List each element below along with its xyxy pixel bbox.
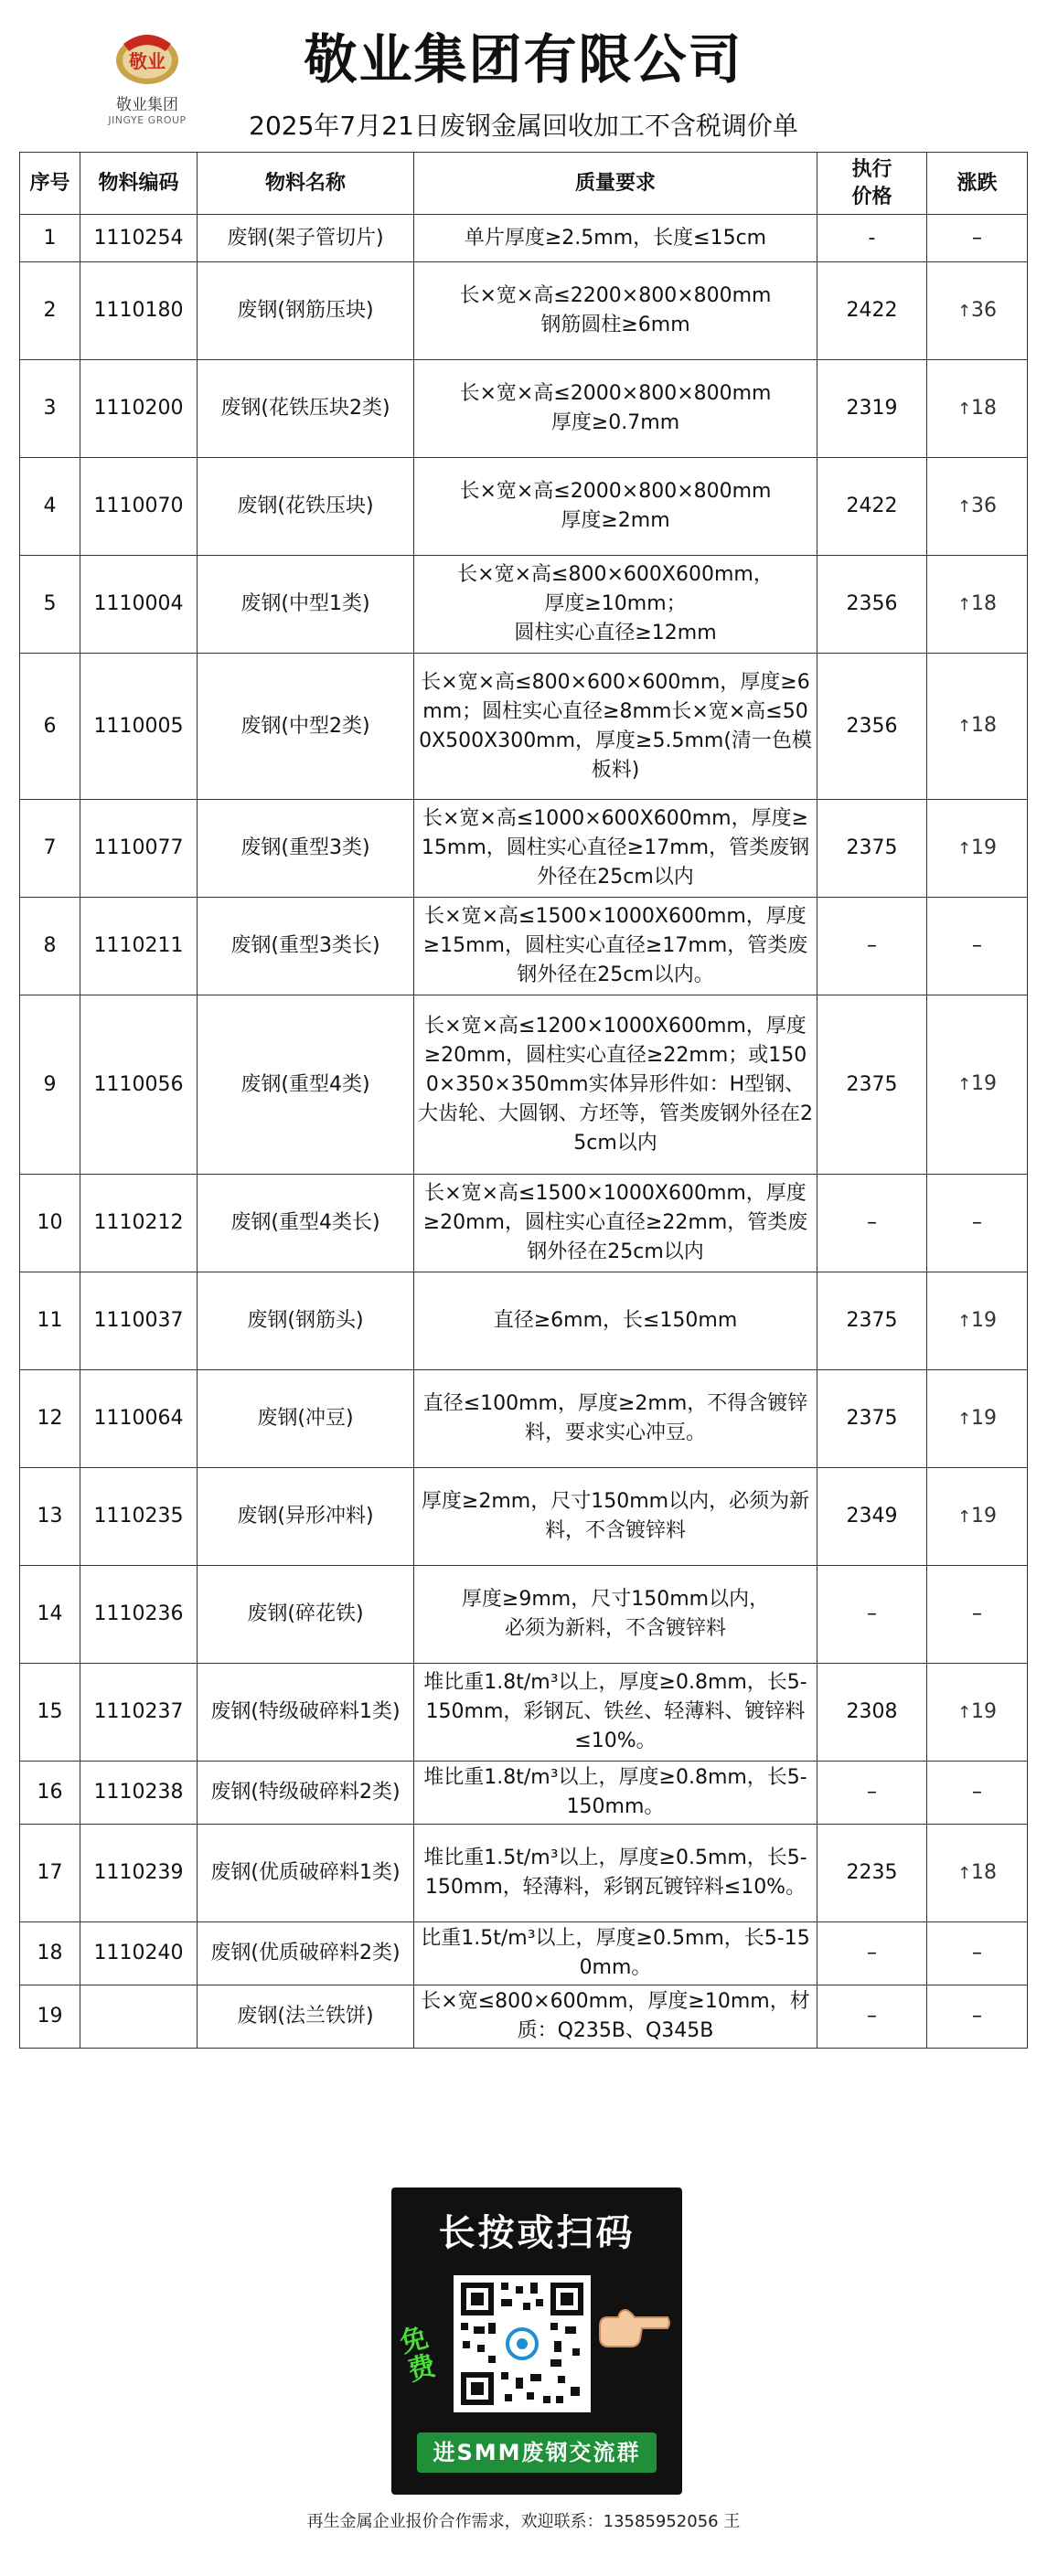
table-row bbox=[20, 215, 1028, 262]
up-arrow-icon: ↑ bbox=[956, 594, 972, 614]
page-header bbox=[0, 0, 1047, 146]
execution-price: 2375 bbox=[817, 800, 927, 898]
change-value: 19 bbox=[971, 1504, 998, 1528]
material-code: 1110005 bbox=[80, 654, 198, 800]
material-code: 1110180 bbox=[80, 262, 198, 360]
execution-price: 2375 bbox=[817, 1272, 927, 1370]
table-row bbox=[20, 1825, 1028, 1922]
price-change: – bbox=[927, 1985, 1028, 2049]
row-number: 7 bbox=[20, 800, 80, 898]
table-row bbox=[20, 1985, 1028, 2049]
quality-requirement: 堆比重1.8t/m³以上，厚度≥0.8mm，长5-150mm，彩钢瓦、铁丝、轻薄料、镀锌料≤10%。 bbox=[414, 1664, 817, 1762]
material-name: 废钢(中型2类) bbox=[198, 654, 414, 800]
qr-pattern bbox=[454, 2275, 591, 2412]
change-value: 19 bbox=[971, 1406, 998, 1430]
row-number: 6 bbox=[20, 654, 80, 800]
execution-price: 2422 bbox=[817, 458, 927, 556]
price-change bbox=[927, 262, 1028, 360]
row-number: 14 bbox=[20, 1566, 80, 1664]
material-name: 废钢(重型3类长) bbox=[198, 898, 414, 995]
up-arrow-icon: ↑ bbox=[956, 399, 972, 419]
material-code: 1110004 bbox=[80, 556, 198, 654]
change-value: 36 bbox=[971, 494, 998, 517]
change-value: 36 bbox=[971, 298, 998, 322]
quality-requirement: 堆比重1.5t/m³以上，厚度≥0.5mm，长5-150mm，轻薄料，彩钢瓦镀锌料≤10%。 bbox=[414, 1825, 817, 1922]
price-change bbox=[927, 995, 1028, 1175]
material-code: 1110037 bbox=[80, 1272, 198, 1370]
quality-requirement: 长×宽×高≤2000×800×800mm 厚度≥2mm bbox=[414, 458, 817, 556]
quality-requirement: 长×宽×高≤1000×600X600mm，厚度≥15mm，圆柱实心直径≥17mm，管类废钢外径在25cm以内 bbox=[414, 800, 817, 898]
material-name: 废钢(法兰铁饼) bbox=[198, 1985, 414, 2049]
quality-requirement: 单片厚度≥2.5mm，长度≤15cm bbox=[414, 215, 817, 262]
company-title: 敬业集团有限公司 bbox=[304, 28, 743, 90]
row-number: 11 bbox=[20, 1272, 80, 1370]
table-row bbox=[20, 1566, 1028, 1664]
table-row bbox=[20, 360, 1028, 458]
price-change bbox=[927, 1664, 1028, 1762]
header-code: 物料编码 bbox=[80, 153, 198, 215]
up-arrow-icon: ↑ bbox=[956, 1506, 972, 1527]
quality-requirement: 长×宽×高≤800×600X600mm， 厚度≥10mm； 圆柱实心直径≥12mm bbox=[414, 556, 817, 654]
change-value: 18 bbox=[971, 714, 998, 737]
row-number: 1 bbox=[20, 215, 80, 262]
row-number: 16 bbox=[20, 1762, 80, 1825]
price-change: – bbox=[927, 1566, 1028, 1664]
change-value: 18 bbox=[971, 396, 998, 420]
material-code: 1110254 bbox=[80, 215, 198, 262]
change-value: 19 bbox=[971, 1072, 998, 1095]
price-change bbox=[927, 1272, 1028, 1370]
quality-requirement: 长×宽×高≤800×600×600mm，厚度≥6mm；圆柱实心直径≥8mm长×宽×高≤500X500X300mm，厚度≥5.5mm(清一色模板料) bbox=[414, 654, 817, 800]
material-code: 1110064 bbox=[80, 1370, 198, 1468]
price-change bbox=[927, 556, 1028, 654]
material-name: 废钢(异形冲料) bbox=[198, 1468, 414, 1566]
price-change: – bbox=[927, 215, 1028, 262]
material-name: 废钢(重型3类) bbox=[198, 800, 414, 898]
quality-requirement: 直径≥6mm，长≤150mm bbox=[414, 1272, 817, 1370]
table-row bbox=[20, 262, 1028, 360]
price-change: – bbox=[927, 1175, 1028, 1272]
document-subtitle: 2025年7月21日废钢金属回收加工不含税调价单 bbox=[249, 111, 798, 141]
table-row bbox=[20, 1370, 1028, 1468]
quality-requirement: 长×宽×高≤2000×800×800mm 厚度≥0.7mm bbox=[414, 360, 817, 458]
row-number: 19 bbox=[20, 1985, 80, 2049]
quality-requirement: 堆比重1.8t/m³以上，厚度≥0.8mm，长5-150mm。 bbox=[414, 1762, 817, 1825]
table-row bbox=[20, 458, 1028, 556]
table-row bbox=[20, 556, 1028, 654]
material-name: 废钢(优质破碎料2类) bbox=[198, 1922, 414, 1985]
material-code: 1110200 bbox=[80, 360, 198, 458]
execution-price: 2235 bbox=[817, 1825, 927, 1922]
execution-price: – bbox=[817, 1922, 927, 1985]
material-name: 废钢(冲豆) bbox=[198, 1370, 414, 1468]
execution-price: 2375 bbox=[817, 1370, 927, 1468]
change-value: 18 bbox=[971, 591, 998, 615]
material-name: 废钢(架子管切片) bbox=[198, 215, 414, 262]
price-change bbox=[927, 1370, 1028, 1468]
up-arrow-icon: ↑ bbox=[956, 1702, 972, 1722]
execution-price: 2422 bbox=[817, 262, 927, 360]
join-group-button[interactable]: 进SMM废钢交流群 bbox=[417, 2432, 657, 2473]
execution-price: – bbox=[817, 1762, 927, 1825]
up-arrow-icon: ↑ bbox=[956, 1075, 972, 1094]
price-change bbox=[927, 360, 1028, 458]
row-number: 5 bbox=[20, 556, 80, 654]
material-code bbox=[80, 1985, 198, 2049]
material-name: 废钢(重型4类长) bbox=[198, 1175, 414, 1272]
row-number: 18 bbox=[20, 1922, 80, 1985]
table-row bbox=[20, 800, 1028, 898]
price-change bbox=[927, 654, 1028, 800]
row-number: 4 bbox=[20, 458, 80, 556]
execution-price: 2308 bbox=[817, 1664, 927, 1762]
material-name: 废钢(碎花铁) bbox=[198, 1566, 414, 1664]
table-row bbox=[20, 1468, 1028, 1566]
qr-promo-card[interactable] bbox=[391, 2187, 682, 2495]
material-name: 废钢(重型4类) bbox=[198, 995, 414, 1175]
logo-name-cn: 敬业集团 bbox=[116, 96, 178, 114]
price-table bbox=[19, 152, 1028, 2049]
material-name: 废钢(钢筋头) bbox=[198, 1272, 414, 1370]
material-name: 废钢(特级破碎料1类) bbox=[198, 1664, 414, 1762]
price-change bbox=[927, 1825, 1028, 1922]
quality-requirement: 长×宽×高≤1500×1000X600mm，厚度≥15mm，圆柱实心直径≥17mm，管类废钢外径在25cm以内。 bbox=[414, 898, 817, 995]
header-change: 涨跌 bbox=[927, 153, 1028, 215]
table-row bbox=[20, 1762, 1028, 1825]
material-code: 1110239 bbox=[80, 1825, 198, 1922]
material-code: 1110235 bbox=[80, 1468, 198, 1566]
row-number: 12 bbox=[20, 1370, 80, 1468]
material-code: 1110238 bbox=[80, 1762, 198, 1825]
change-value: 19 bbox=[971, 1699, 998, 1723]
pointing-hand-icon bbox=[598, 2297, 671, 2352]
execution-price: 2319 bbox=[817, 360, 927, 458]
row-number: 9 bbox=[20, 995, 80, 1175]
up-arrow-icon: ↑ bbox=[956, 717, 972, 736]
quality-requirement: 长×宽×高≤2200×800×800mm 钢筋圆柱≥6mm bbox=[414, 262, 817, 360]
material-name: 废钢(特级破碎料2类) bbox=[198, 1762, 414, 1825]
qr-title: 长按或扫码 bbox=[438, 2212, 636, 2254]
execution-price: 2356 bbox=[817, 556, 927, 654]
row-number: 2 bbox=[20, 262, 80, 360]
qr-free-label: 免费 bbox=[396, 2321, 440, 2389]
logo-name-en: JINGYE GROUP bbox=[108, 114, 187, 126]
quality-requirement: 厚度≥9mm，尺寸150mm以内， 必须为新料，不含镀锌料 bbox=[414, 1566, 817, 1664]
material-code: 1110077 bbox=[80, 800, 198, 898]
row-number: 15 bbox=[20, 1664, 80, 1762]
table-row bbox=[20, 995, 1028, 1175]
quality-requirement: 直径≤100mm，厚度≥2mm，不得含镀锌料，要求实心冲豆。 bbox=[414, 1370, 817, 1468]
material-code: 1110211 bbox=[80, 898, 198, 995]
qr-code[interactable] bbox=[454, 2275, 591, 2412]
execution-price: - bbox=[817, 215, 927, 262]
up-arrow-icon: ↑ bbox=[956, 1863, 972, 1883]
up-arrow-icon: ↑ bbox=[956, 496, 972, 516]
material-name: 废钢(优质破碎料1类) bbox=[198, 1825, 414, 1922]
up-arrow-icon: ↑ bbox=[956, 838, 972, 858]
row-number: 10 bbox=[20, 1175, 80, 1272]
change-value: 19 bbox=[971, 1308, 998, 1332]
footer-contact: 再生金属企业报价合作需求，欢迎联系：13585952056 王 bbox=[306, 2512, 741, 2531]
material-code: 1110070 bbox=[80, 458, 198, 556]
header-name: 物料名称 bbox=[198, 153, 414, 215]
table-row bbox=[20, 654, 1028, 800]
material-code: 1110212 bbox=[80, 1175, 198, 1272]
price-change: – bbox=[927, 1922, 1028, 1985]
execution-price: 2349 bbox=[817, 1468, 927, 1566]
quality-requirement: 长×宽×高≤1200×1000X600mm，厚度≥20mm，圆柱实心直径≥22mm；或1500×350×350mm实体异形件如：H型钢、大齿轮、大圆钢、方坯等，管类废钢外径在25cm以内 bbox=[414, 995, 817, 1175]
up-arrow-icon: ↑ bbox=[956, 301, 972, 321]
execution-price: – bbox=[817, 898, 927, 995]
material-name: 废钢(花铁压块) bbox=[198, 458, 414, 556]
execution-price: – bbox=[817, 1566, 927, 1664]
logo-mark-text: 敬业 bbox=[129, 50, 166, 72]
table-row bbox=[20, 1664, 1028, 1762]
price-change bbox=[927, 458, 1028, 556]
execution-price: 2375 bbox=[817, 995, 927, 1175]
material-code: 1110056 bbox=[80, 995, 198, 1175]
material-name: 废钢(花铁压块2类) bbox=[198, 360, 414, 458]
execution-price: – bbox=[817, 1985, 927, 2049]
table-row bbox=[20, 1175, 1028, 1272]
table-row bbox=[20, 898, 1028, 995]
price-change: – bbox=[927, 1762, 1028, 1825]
change-value: 18 bbox=[971, 1860, 998, 1884]
material-name: 废钢(中型1类) bbox=[198, 556, 414, 654]
price-change bbox=[927, 800, 1028, 898]
row-number: 17 bbox=[20, 1825, 80, 1922]
header-price: 执行 价格 bbox=[817, 153, 927, 215]
table-row bbox=[20, 1922, 1028, 1985]
quality-requirement: 厚度≥2mm，尺寸150mm以内，必须为新料，不含镀锌料 bbox=[414, 1468, 817, 1566]
header-requirement: 质量要求 bbox=[414, 153, 817, 215]
up-arrow-icon: ↑ bbox=[956, 1311, 972, 1331]
price-change: – bbox=[927, 898, 1028, 995]
table-row bbox=[20, 1272, 1028, 1370]
row-number: 13 bbox=[20, 1468, 80, 1566]
price-change bbox=[927, 1468, 1028, 1566]
material-name: 废钢(钢筋压块) bbox=[198, 262, 414, 360]
quality-requirement: 长×宽×高≤1500×1000X600mm，厚度≥20mm，圆柱实心直径≥22mm，管类废钢外径在25cm以内 bbox=[414, 1175, 817, 1272]
material-code: 1110237 bbox=[80, 1664, 198, 1762]
row-number: 3 bbox=[20, 360, 80, 458]
up-arrow-icon: ↑ bbox=[956, 1409, 972, 1429]
row-number: 8 bbox=[20, 898, 80, 995]
quality-requirement: 长×宽≤800×600mm，厚度≥10mm，材质：Q235B、Q345B bbox=[414, 1985, 817, 2049]
table-header-row bbox=[20, 153, 1028, 215]
header-no: 序号 bbox=[20, 153, 80, 215]
execution-price: – bbox=[817, 1175, 927, 1272]
material-code: 1110236 bbox=[80, 1566, 198, 1664]
quality-requirement: 比重1.5t/m³以上，厚度≥0.5mm，长5-150mm。 bbox=[414, 1922, 817, 1985]
execution-price: 2356 bbox=[817, 654, 927, 800]
material-code: 1110240 bbox=[80, 1922, 198, 1985]
change-value: 19 bbox=[971, 836, 998, 859]
